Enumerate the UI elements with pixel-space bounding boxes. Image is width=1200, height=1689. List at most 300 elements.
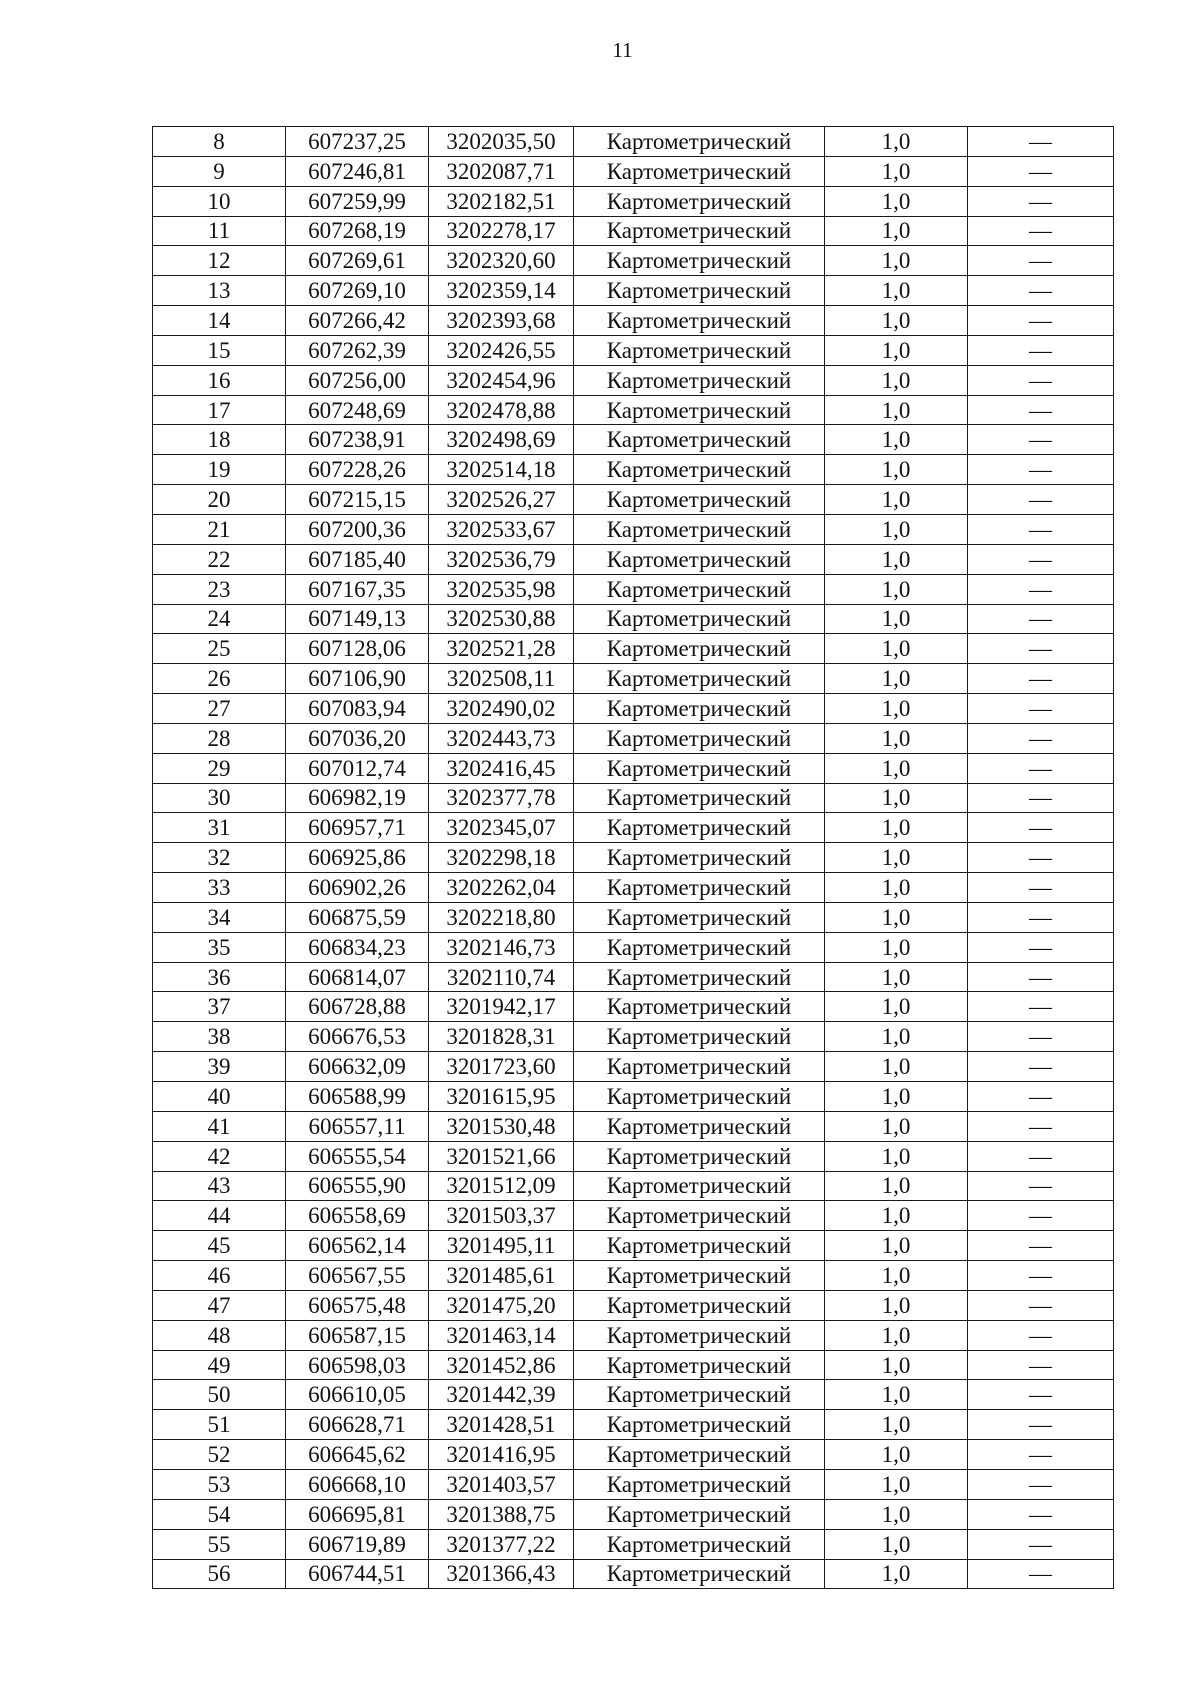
accuracy-cell: 1,0	[825, 186, 968, 216]
y-coordinate-cell: 3202443,73	[429, 723, 574, 753]
x-coordinate-cell: 606902,26	[286, 873, 429, 903]
table-row	[153, 1290, 1114, 1320]
point-number-cell: 37	[153, 992, 286, 1022]
method-cell: Картометрический	[574, 1052, 825, 1082]
description-cell: —	[968, 1499, 1114, 1529]
method-cell: Картометрический	[574, 902, 825, 932]
point-number-cell: 8	[153, 127, 286, 157]
accuracy-cell: 1,0	[825, 1111, 968, 1141]
accuracy-cell: 1,0	[825, 1380, 968, 1410]
method-cell: Картометрический	[574, 425, 825, 455]
table-row	[153, 246, 1114, 276]
method-cell: Картометрический	[574, 783, 825, 813]
y-coordinate-cell: 3202146,73	[429, 932, 574, 962]
table-row	[153, 843, 1114, 873]
point-number-cell: 49	[153, 1350, 286, 1380]
table-row	[153, 1022, 1114, 1052]
point-number-cell: 19	[153, 455, 286, 485]
point-number-cell: 16	[153, 365, 286, 395]
table-row	[153, 335, 1114, 365]
x-coordinate-cell: 606588,99	[286, 1082, 429, 1112]
method-cell: Картометрический	[574, 1261, 825, 1291]
table-row	[153, 1111, 1114, 1141]
y-coordinate-cell: 3202521,28	[429, 634, 574, 664]
point-number-cell: 52	[153, 1440, 286, 1470]
method-cell: Картометрический	[574, 843, 825, 873]
x-coordinate-cell: 607268,19	[286, 216, 429, 246]
table-row	[153, 1201, 1114, 1231]
accuracy-cell: 1,0	[825, 813, 968, 843]
y-coordinate-cell: 3202514,18	[429, 455, 574, 485]
description-cell: —	[968, 574, 1114, 604]
point-number-cell: 25	[153, 634, 286, 664]
table-row	[153, 604, 1114, 634]
accuracy-cell: 1,0	[825, 634, 968, 664]
table-row	[153, 425, 1114, 455]
point-number-cell: 23	[153, 574, 286, 604]
point-number-cell: 56	[153, 1559, 286, 1589]
description-cell: —	[968, 1052, 1114, 1082]
y-coordinate-cell: 3201485,61	[429, 1261, 574, 1291]
x-coordinate-cell: 606555,54	[286, 1141, 429, 1171]
accuracy-cell: 1,0	[825, 395, 968, 425]
table-row	[153, 514, 1114, 544]
x-coordinate-cell: 607269,61	[286, 246, 429, 276]
point-number-cell: 36	[153, 962, 286, 992]
description-cell: —	[968, 306, 1114, 336]
method-cell: Картометрический	[574, 932, 825, 962]
point-number-cell: 24	[153, 604, 286, 634]
point-number-cell: 12	[153, 246, 286, 276]
y-coordinate-cell: 3202526,27	[429, 485, 574, 515]
description-cell: —	[968, 932, 1114, 962]
description-cell: —	[968, 694, 1114, 724]
table-row	[153, 664, 1114, 694]
point-number-cell: 21	[153, 514, 286, 544]
x-coordinate-cell: 606632,09	[286, 1052, 429, 1082]
method-cell: Картометрический	[574, 186, 825, 216]
point-number-cell: 11	[153, 216, 286, 246]
method-cell: Картометрический	[574, 485, 825, 515]
description-cell: —	[968, 783, 1114, 813]
description-cell: —	[968, 1380, 1114, 1410]
accuracy-cell: 1,0	[825, 992, 968, 1022]
y-coordinate-cell: 3201942,17	[429, 992, 574, 1022]
method-cell: Картометрический	[574, 1529, 825, 1559]
table-row	[153, 1082, 1114, 1112]
table-row	[153, 544, 1114, 574]
x-coordinate-cell: 606875,59	[286, 902, 429, 932]
y-coordinate-cell: 3202035,50	[429, 127, 574, 157]
point-number-cell: 14	[153, 306, 286, 336]
description-cell: —	[968, 1231, 1114, 1261]
accuracy-cell: 1,0	[825, 1231, 968, 1261]
description-cell: —	[968, 843, 1114, 873]
description-cell: —	[968, 365, 1114, 395]
table-row	[153, 1499, 1114, 1529]
accuracy-cell: 1,0	[825, 1559, 968, 1589]
method-cell: Картометрический	[574, 1111, 825, 1141]
y-coordinate-cell: 3202087,71	[429, 156, 574, 186]
point-number-cell: 34	[153, 902, 286, 932]
description-cell: —	[968, 604, 1114, 634]
description-cell: —	[968, 753, 1114, 783]
table-row	[153, 1171, 1114, 1201]
accuracy-cell: 1,0	[825, 574, 968, 604]
y-coordinate-cell: 3202508,11	[429, 664, 574, 694]
point-number-cell: 54	[153, 1499, 286, 1529]
accuracy-cell: 1,0	[825, 455, 968, 485]
method-cell: Картометрический	[574, 1290, 825, 1320]
table-row	[153, 1261, 1114, 1291]
y-coordinate-cell: 3201723,60	[429, 1052, 574, 1082]
y-coordinate-cell: 3202110,74	[429, 962, 574, 992]
accuracy-cell: 1,0	[825, 873, 968, 903]
description-cell: —	[968, 1559, 1114, 1589]
accuracy-cell: 1,0	[825, 664, 968, 694]
y-coordinate-cell: 3201416,95	[429, 1440, 574, 1470]
x-coordinate-cell: 606567,55	[286, 1261, 429, 1291]
accuracy-cell: 1,0	[825, 544, 968, 574]
description-cell: —	[968, 1320, 1114, 1350]
y-coordinate-cell: 3202182,51	[429, 186, 574, 216]
description-cell: —	[968, 1529, 1114, 1559]
accuracy-cell: 1,0	[825, 1410, 968, 1440]
table-row	[153, 1231, 1114, 1261]
y-coordinate-cell: 3202533,67	[429, 514, 574, 544]
y-coordinate-cell: 3202426,55	[429, 335, 574, 365]
table-row	[153, 932, 1114, 962]
description-cell: —	[968, 1022, 1114, 1052]
x-coordinate-cell: 606744,51	[286, 1559, 429, 1589]
point-number-cell: 17	[153, 395, 286, 425]
method-cell: Картометрический	[574, 813, 825, 843]
accuracy-cell: 1,0	[825, 932, 968, 962]
table-row	[153, 753, 1114, 783]
accuracy-cell: 1,0	[825, 1469, 968, 1499]
x-coordinate-cell: 607238,91	[286, 425, 429, 455]
table-row	[153, 455, 1114, 485]
point-number-cell: 32	[153, 843, 286, 873]
x-coordinate-cell: 606587,15	[286, 1320, 429, 1350]
y-coordinate-cell: 3202298,18	[429, 843, 574, 873]
description-cell: —	[968, 544, 1114, 574]
method-cell: Картометрический	[574, 1469, 825, 1499]
method-cell: Картометрический	[574, 335, 825, 365]
y-coordinate-cell: 3202536,79	[429, 544, 574, 574]
accuracy-cell: 1,0	[825, 335, 968, 365]
x-coordinate-cell: 607200,36	[286, 514, 429, 544]
x-coordinate-cell: 606610,05	[286, 1380, 429, 1410]
coordinates-table	[152, 126, 1114, 1589]
accuracy-cell: 1,0	[825, 962, 968, 992]
point-number-cell: 20	[153, 485, 286, 515]
x-coordinate-cell: 606575,48	[286, 1290, 429, 1320]
point-number-cell: 44	[153, 1201, 286, 1231]
method-cell: Картометрический	[574, 753, 825, 783]
x-coordinate-cell: 607246,81	[286, 156, 429, 186]
accuracy-cell: 1,0	[825, 365, 968, 395]
accuracy-cell: 1,0	[825, 246, 968, 276]
x-coordinate-cell: 606676,53	[286, 1022, 429, 1052]
accuracy-cell: 1,0	[825, 1261, 968, 1291]
table-row	[153, 1380, 1114, 1410]
method-cell: Картометрический	[574, 1022, 825, 1052]
description-cell: —	[968, 1141, 1114, 1171]
description-cell: —	[968, 186, 1114, 216]
accuracy-cell: 1,0	[825, 1201, 968, 1231]
description-cell: —	[968, 425, 1114, 455]
table-row	[153, 1440, 1114, 1470]
description-cell: —	[968, 1261, 1114, 1291]
point-number-cell: 42	[153, 1141, 286, 1171]
accuracy-cell: 1,0	[825, 306, 968, 336]
description-cell: —	[968, 395, 1114, 425]
y-coordinate-cell: 3201521,66	[429, 1141, 574, 1171]
accuracy-cell: 1,0	[825, 276, 968, 306]
y-coordinate-cell: 3202345,07	[429, 813, 574, 843]
method-cell: Картометрический	[574, 723, 825, 753]
point-number-cell: 31	[153, 813, 286, 843]
x-coordinate-cell: 606834,23	[286, 932, 429, 962]
y-coordinate-cell: 3201428,51	[429, 1410, 574, 1440]
y-coordinate-cell: 3202320,60	[429, 246, 574, 276]
point-number-cell: 26	[153, 664, 286, 694]
point-number-cell: 27	[153, 694, 286, 724]
method-cell: Картометрический	[574, 276, 825, 306]
table-row	[153, 1529, 1114, 1559]
x-coordinate-cell: 607248,69	[286, 395, 429, 425]
accuracy-cell: 1,0	[825, 216, 968, 246]
table-row	[153, 694, 1114, 724]
method-cell: Картометрический	[574, 246, 825, 276]
y-coordinate-cell: 3202377,78	[429, 783, 574, 813]
y-coordinate-cell: 3201615,95	[429, 1082, 574, 1112]
table-row	[153, 395, 1114, 425]
x-coordinate-cell: 606957,71	[286, 813, 429, 843]
method-cell: Картометрический	[574, 127, 825, 157]
method-cell: Картометрический	[574, 604, 825, 634]
point-number-cell: 51	[153, 1410, 286, 1440]
description-cell: —	[968, 664, 1114, 694]
y-coordinate-cell: 3202393,68	[429, 306, 574, 336]
x-coordinate-cell: 607036,20	[286, 723, 429, 753]
description-cell: —	[968, 156, 1114, 186]
description-cell: —	[968, 634, 1114, 664]
x-coordinate-cell: 607128,06	[286, 634, 429, 664]
table-row	[153, 1052, 1114, 1082]
accuracy-cell: 1,0	[825, 127, 968, 157]
accuracy-cell: 1,0	[825, 1440, 968, 1470]
method-cell: Картометрический	[574, 365, 825, 395]
x-coordinate-cell: 606719,89	[286, 1529, 429, 1559]
x-coordinate-cell: 607237,25	[286, 127, 429, 157]
method-cell: Картометрический	[574, 992, 825, 1022]
description-cell: —	[968, 813, 1114, 843]
description-cell: —	[968, 455, 1114, 485]
x-coordinate-cell: 606628,71	[286, 1410, 429, 1440]
x-coordinate-cell: 606555,90	[286, 1171, 429, 1201]
table-row	[153, 156, 1114, 186]
x-coordinate-cell: 606814,07	[286, 962, 429, 992]
accuracy-cell: 1,0	[825, 156, 968, 186]
table-row	[153, 485, 1114, 515]
description-cell: —	[968, 1082, 1114, 1112]
x-coordinate-cell: 606728,88	[286, 992, 429, 1022]
point-number-cell: 35	[153, 932, 286, 962]
accuracy-cell: 1,0	[825, 1529, 968, 1559]
method-cell: Картометрический	[574, 574, 825, 604]
y-coordinate-cell: 3201475,20	[429, 1290, 574, 1320]
method-cell: Картометрический	[574, 1410, 825, 1440]
accuracy-cell: 1,0	[825, 1082, 968, 1112]
x-coordinate-cell: 606558,69	[286, 1201, 429, 1231]
y-coordinate-cell: 3202535,98	[429, 574, 574, 604]
method-cell: Картометрический	[574, 634, 825, 664]
description-cell: —	[968, 216, 1114, 246]
y-coordinate-cell: 3202278,17	[429, 216, 574, 246]
table-row	[153, 1350, 1114, 1380]
accuracy-cell: 1,0	[825, 753, 968, 783]
coordinates-table-body	[153, 127, 1114, 1589]
accuracy-cell: 1,0	[825, 843, 968, 873]
table-row	[153, 365, 1114, 395]
table-row	[153, 634, 1114, 664]
method-cell: Картометрический	[574, 156, 825, 186]
point-number-cell: 40	[153, 1082, 286, 1112]
description-cell: —	[968, 1350, 1114, 1380]
x-coordinate-cell: 607083,94	[286, 694, 429, 724]
method-cell: Картометрический	[574, 514, 825, 544]
y-coordinate-cell: 3202416,45	[429, 753, 574, 783]
method-cell: Картометрический	[574, 1499, 825, 1529]
y-coordinate-cell: 3201403,57	[429, 1469, 574, 1499]
point-number-cell: 47	[153, 1290, 286, 1320]
description-cell: —	[968, 902, 1114, 932]
x-coordinate-cell: 607266,42	[286, 306, 429, 336]
y-coordinate-cell: 3201503,37	[429, 1201, 574, 1231]
point-number-cell: 45	[153, 1231, 286, 1261]
accuracy-cell: 1,0	[825, 723, 968, 753]
y-coordinate-cell: 3202530,88	[429, 604, 574, 634]
method-cell: Картометрический	[574, 395, 825, 425]
table-row	[153, 216, 1114, 246]
point-number-cell: 50	[153, 1380, 286, 1410]
y-coordinate-cell: 3201495,11	[429, 1231, 574, 1261]
description-cell: —	[968, 1440, 1114, 1470]
x-coordinate-cell: 606562,14	[286, 1231, 429, 1261]
y-coordinate-cell: 3201388,75	[429, 1499, 574, 1529]
point-number-cell: 18	[153, 425, 286, 455]
point-number-cell: 39	[153, 1052, 286, 1082]
description-cell: —	[968, 962, 1114, 992]
point-number-cell: 38	[153, 1022, 286, 1052]
x-coordinate-cell: 606925,86	[286, 843, 429, 873]
method-cell: Картометрический	[574, 306, 825, 336]
accuracy-cell: 1,0	[825, 902, 968, 932]
x-coordinate-cell: 606645,62	[286, 1440, 429, 1470]
accuracy-cell: 1,0	[825, 1022, 968, 1052]
description-cell: —	[968, 1171, 1114, 1201]
table-row	[153, 992, 1114, 1022]
table-row	[153, 902, 1114, 932]
description-cell: —	[968, 723, 1114, 753]
x-coordinate-cell: 607106,90	[286, 664, 429, 694]
accuracy-cell: 1,0	[825, 783, 968, 813]
description-cell: —	[968, 335, 1114, 365]
description-cell: —	[968, 276, 1114, 306]
x-coordinate-cell: 606668,10	[286, 1469, 429, 1499]
point-number-cell: 53	[153, 1469, 286, 1499]
x-coordinate-cell: 607167,35	[286, 574, 429, 604]
point-number-cell: 29	[153, 753, 286, 783]
point-number-cell: 15	[153, 335, 286, 365]
description-cell: —	[968, 246, 1114, 276]
point-number-cell: 22	[153, 544, 286, 574]
point-number-cell: 10	[153, 186, 286, 216]
table-row	[153, 276, 1114, 306]
x-coordinate-cell: 607228,26	[286, 455, 429, 485]
method-cell: Картометрический	[574, 962, 825, 992]
point-number-cell: 46	[153, 1261, 286, 1291]
point-number-cell: 41	[153, 1111, 286, 1141]
x-coordinate-cell: 607256,00	[286, 365, 429, 395]
method-cell: Картометрический	[574, 455, 825, 485]
method-cell: Картометрический	[574, 1350, 825, 1380]
description-cell: —	[968, 1201, 1114, 1231]
x-coordinate-cell: 607269,10	[286, 276, 429, 306]
table-row	[153, 783, 1114, 813]
point-number-cell: 43	[153, 1171, 286, 1201]
method-cell: Картометрический	[574, 1141, 825, 1171]
description-cell: —	[968, 514, 1114, 544]
description-cell: —	[968, 1290, 1114, 1320]
accuracy-cell: 1,0	[825, 514, 968, 544]
x-coordinate-cell: 607259,99	[286, 186, 429, 216]
table-row	[153, 186, 1114, 216]
y-coordinate-cell: 3202498,69	[429, 425, 574, 455]
y-coordinate-cell: 3201366,43	[429, 1559, 574, 1589]
table-row	[153, 1320, 1114, 1350]
y-coordinate-cell: 3202218,80	[429, 902, 574, 932]
description-cell: —	[968, 485, 1114, 515]
method-cell: Картометрический	[574, 216, 825, 246]
accuracy-cell: 1,0	[825, 1141, 968, 1171]
method-cell: Картометрический	[574, 1171, 825, 1201]
y-coordinate-cell: 3201442,39	[429, 1380, 574, 1410]
point-number-cell: 28	[153, 723, 286, 753]
x-coordinate-cell: 606982,19	[286, 783, 429, 813]
description-cell: —	[968, 1469, 1114, 1499]
table-row	[153, 1559, 1114, 1589]
x-coordinate-cell: 607149,13	[286, 604, 429, 634]
description-cell: —	[968, 873, 1114, 903]
table-row	[153, 723, 1114, 753]
x-coordinate-cell: 607185,40	[286, 544, 429, 574]
description-cell: —	[968, 992, 1114, 1022]
accuracy-cell: 1,0	[825, 1052, 968, 1082]
y-coordinate-cell: 3201512,09	[429, 1171, 574, 1201]
method-cell: Картометрический	[574, 1320, 825, 1350]
page-number: 11	[612, 38, 633, 62]
point-number-cell: 9	[153, 156, 286, 186]
description-cell: —	[968, 1111, 1114, 1141]
x-coordinate-cell: 607215,15	[286, 485, 429, 515]
y-coordinate-cell: 3201828,31	[429, 1022, 574, 1052]
table-row	[153, 574, 1114, 604]
description-cell: —	[968, 1410, 1114, 1440]
table-row	[153, 1469, 1114, 1499]
